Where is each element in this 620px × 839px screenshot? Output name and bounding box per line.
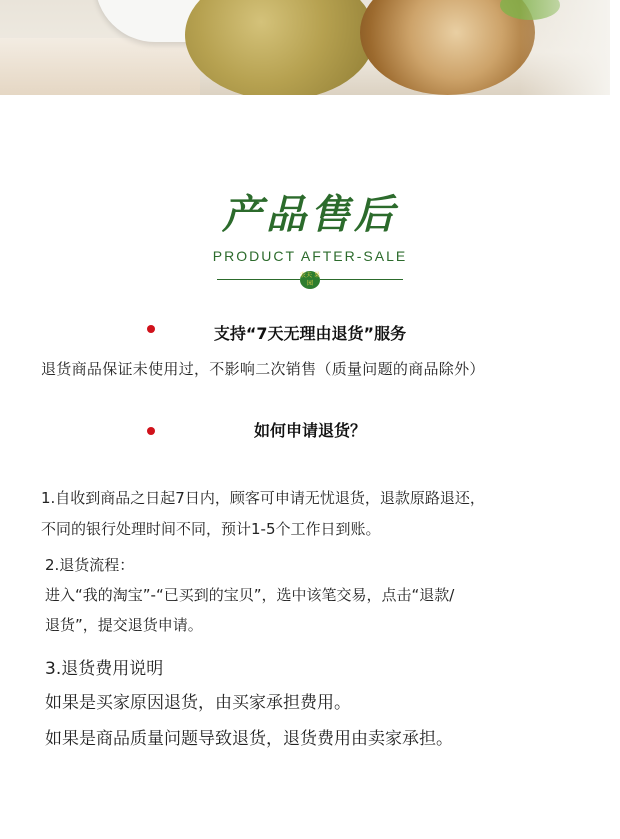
section-title-en: PRODUCT AFTER-SALE — [212, 248, 408, 264]
divider-right — [320, 279, 403, 280]
howto-line: 进入“我的淘宝”-“已买到的宝贝”，选中该笔交易，点击“退款/ — [45, 586, 455, 604]
luohan-fruit-whole — [185, 0, 375, 95]
section-title-cn: 产品售后 — [222, 191, 398, 238]
howto-line: 2.退货流程： — [45, 556, 135, 574]
howto-line: 如果是买家原因退货，由买家承担费用。 — [45, 693, 351, 713]
howto-line: 3.退货费用说明 — [45, 659, 164, 679]
photo-backdrop — [520, 0, 610, 95]
howto-line: 如果是商品质量问题导致退货，退货费用由卖家承担。 — [45, 729, 453, 749]
howto-heading: 如何申请退货？ — [253, 421, 366, 440]
table-surface — [0, 38, 200, 95]
brand-seal-icon: 农夫 果园 — [300, 272, 320, 287]
divider-left — [217, 279, 300, 280]
howto-line: 退货”，提交退货申请。 — [45, 616, 203, 634]
policy-heading: 支持“7天无理由退货”服务 — [213, 324, 407, 343]
hero-product-photo — [0, 0, 610, 95]
howto-line: 不同的银行处理时间不同，预计1-5个工作日到账。 — [41, 520, 381, 538]
howto-line: 1.自收到商品之日起7日内，顾客可申请无忧退货，退款原路退还， — [41, 489, 485, 507]
policy-description: 退货商品保证未使用过，不影响二次销售（质量问题的商品除外） — [41, 360, 485, 378]
